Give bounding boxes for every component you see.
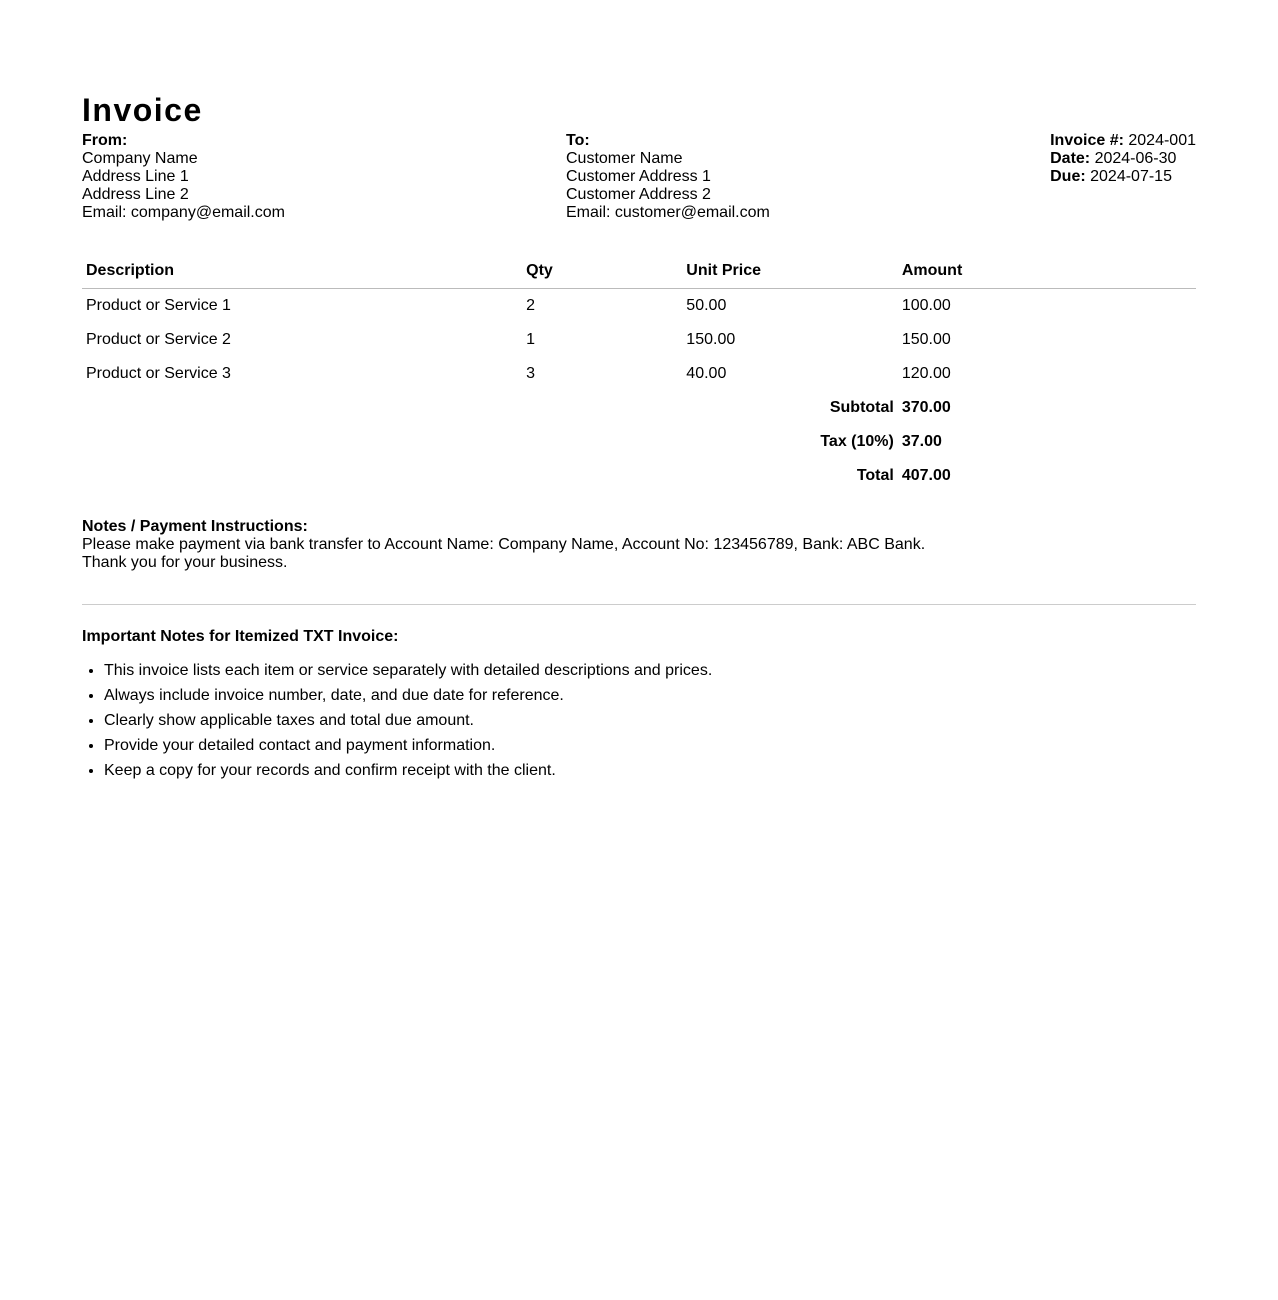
header-qty: Qty	[522, 254, 682, 289]
table-row	[82, 357, 1196, 391]
tax-label: Tax (10%)	[820, 433, 894, 450]
list-item: • This invoice lists each item or service separately with detailed descriptions and prices.	[104, 662, 1196, 687]
list-item: • Clearly show applicable taxes and total due amount.	[104, 712, 1196, 737]
total-row	[82, 459, 1196, 493]
cell-amount: 150.00	[901, 331, 951, 348]
invoice-due-value: 2024-07-15	[1090, 168, 1172, 185]
from-email: Email: company@email.com	[82, 204, 285, 221]
from-label: From:	[82, 132, 128, 149]
list-item: • Provide your detailed contact and payment information.	[104, 737, 1196, 762]
to-block	[566, 132, 770, 222]
header-unit-price: Unit Price	[682, 254, 898, 289]
cell-qty: 1	[526, 331, 536, 348]
cell-amount: 100.00	[901, 297, 951, 314]
cell-description: Product or Service 1	[86, 297, 231, 314]
subtotal-label: Subtotal	[829, 399, 894, 416]
header-amount: Amount	[898, 254, 1196, 289]
to-email: Email: customer@email.com	[566, 204, 770, 221]
tax-value: 37.00	[901, 433, 942, 450]
cell-description: Product or Service 2	[86, 331, 231, 348]
cell-qty: 3	[526, 365, 536, 382]
notes-thanks-line: Thank you for your business.	[82, 554, 288, 571]
important-notes	[82, 628, 1196, 787]
notes-payment-line: Please make payment via bank transfer to Account Name: Company Name, Account No: 123456789, Bank: ABC Bank.	[82, 536, 926, 553]
table-header-row	[82, 254, 1196, 289]
total-value: 407.00	[901, 467, 951, 484]
tax-row	[82, 425, 1196, 459]
invoice-date-label: Date:	[1050, 150, 1091, 167]
table-row	[82, 323, 1196, 357]
invoice-date	[1050, 150, 1196, 168]
from-company-name: Company Name	[82, 150, 198, 167]
cell-description: Product or Service 3	[86, 365, 231, 382]
to-address-line-2: Customer Address 2	[566, 186, 711, 203]
invoice-title: Invoice	[82, 92, 203, 128]
to-label: To:	[566, 132, 590, 149]
section-divider	[82, 604, 1196, 605]
cell-amount: 120.00	[901, 365, 951, 382]
table-row	[82, 289, 1196, 324]
list-item: • Keep a copy for your records and confirm receipt with the client.	[104, 762, 1196, 787]
invoice-due	[1050, 168, 1196, 186]
from-address-line-2: Address Line 2	[82, 186, 189, 203]
invoice-meta	[1050, 132, 1196, 186]
payment-notes	[82, 518, 1196, 572]
total-label: Total	[856, 467, 894, 484]
subtotal-row	[82, 391, 1196, 425]
from-address-line-1: Address Line 1	[82, 168, 189, 185]
notes-title: Notes / Payment Instructions:	[82, 518, 308, 535]
line-items-table	[82, 254, 1196, 493]
invoice-due-label: Due:	[1050, 168, 1086, 185]
invoice-number-label: Invoice #:	[1050, 132, 1124, 149]
cell-unit-price: 150.00	[686, 331, 736, 348]
header-description: Description	[82, 254, 522, 289]
subtotal-value: 370.00	[901, 399, 951, 416]
to-customer-name: Customer Name	[566, 150, 683, 167]
invoice-number	[1050, 132, 1196, 150]
invoice-header	[82, 132, 1196, 224]
cell-qty: 2	[526, 297, 536, 314]
invoice-number-value: 2024-001	[1128, 132, 1196, 149]
list-item: • Always include invoice number, date, and due date for reference.	[104, 687, 1196, 712]
cell-unit-price: 40.00	[686, 365, 727, 382]
cell-unit-price: 50.00	[686, 297, 727, 314]
important-notes-list	[82, 662, 1196, 787]
invoice-date-value: 2024-06-30	[1094, 150, 1177, 167]
important-notes-title: Important Notes for Itemized TXT Invoice:	[82, 628, 399, 645]
from-block	[82, 132, 285, 222]
to-address-line-1: Customer Address 1	[566, 168, 711, 185]
